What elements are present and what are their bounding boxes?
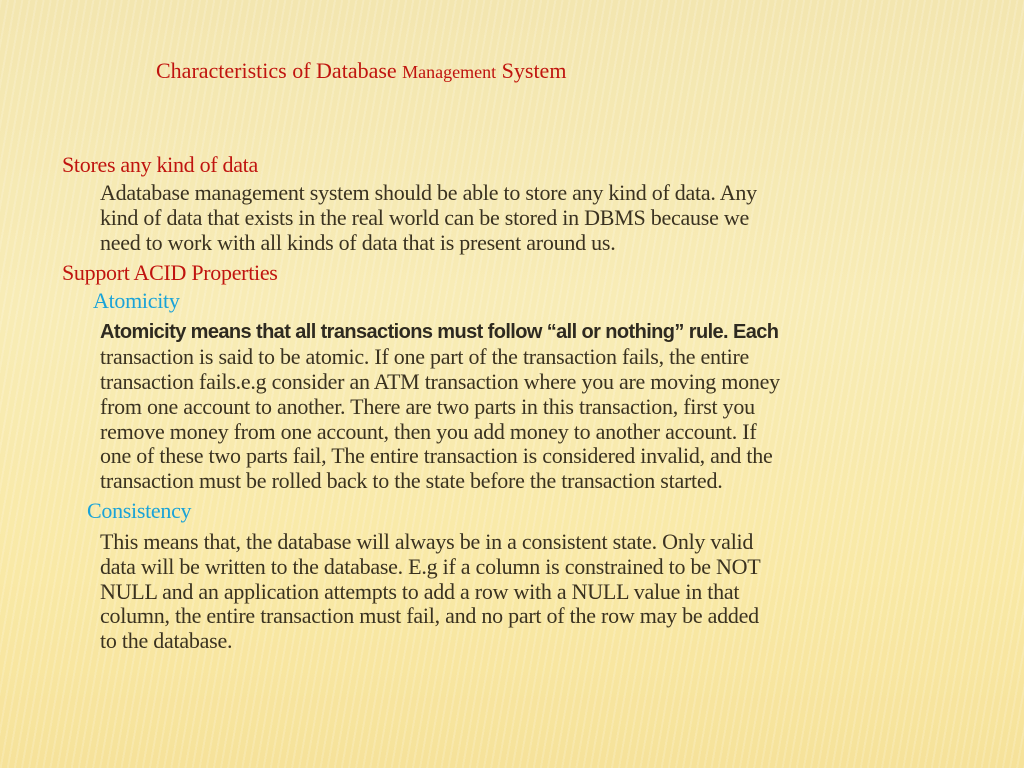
atomicity-lead-line: Atomicity means that all transactions must follow “all or nothing” rule. Each <box>100 321 779 344</box>
slide-content <box>62 152 962 654</box>
text-line: need to work with all kinds of data that is present around us. <box>100 229 616 255</box>
heading-acid-properties: Support ACID Properties <box>62 260 278 286</box>
text-line: This means that, the database will always be in a consistent state. Only valid <box>100 528 754 554</box>
text-line: from one account to another. There are two parts in this transaction, first you <box>100 393 755 419</box>
title-part-2: Management <box>402 62 497 82</box>
paragraph-consistency <box>100 530 962 654</box>
title-part-3: System <box>501 58 567 83</box>
title-part-1: Characteristics of Database <box>156 58 397 83</box>
text-line: to the database. <box>100 628 233 654</box>
text-line: transaction must be rolled back to the state before the transaction started. <box>100 468 723 494</box>
text-line: transaction fails.e.g consider an ATM transaction where you are moving money <box>100 368 780 394</box>
subheading-consistency: Consistency <box>87 497 192 523</box>
text-line: one of these two parts fail, The entire transaction is considered invalid, and the <box>100 443 773 469</box>
text-line: transaction is said to be atomic. If one part of the transaction fails, the entire <box>100 344 750 370</box>
text-line: NULL and an application attempts to add a row with a NULL value in that <box>100 578 740 604</box>
text-line: remove money from one account, then you add money to another account. If <box>100 418 757 444</box>
subheading-atomicity: Atomicity <box>93 288 180 314</box>
text-line: column, the entire transaction must fail, and no part of the row may be added <box>100 603 759 629</box>
text-line: data will be written to the database. E.g if a column is constrained to be NOT <box>100 553 761 579</box>
slide-title <box>156 58 566 84</box>
paragraph-stores-data <box>100 181 962 255</box>
text-line: kind of data that exists in the real world can be stored in DBMS because we <box>100 204 750 230</box>
paragraph-atomicity <box>100 320 962 494</box>
heading-stores-data: Stores any kind of data <box>62 152 258 177</box>
text-line: Adatabase management system should be able to store any kind of data. Any <box>100 180 757 205</box>
